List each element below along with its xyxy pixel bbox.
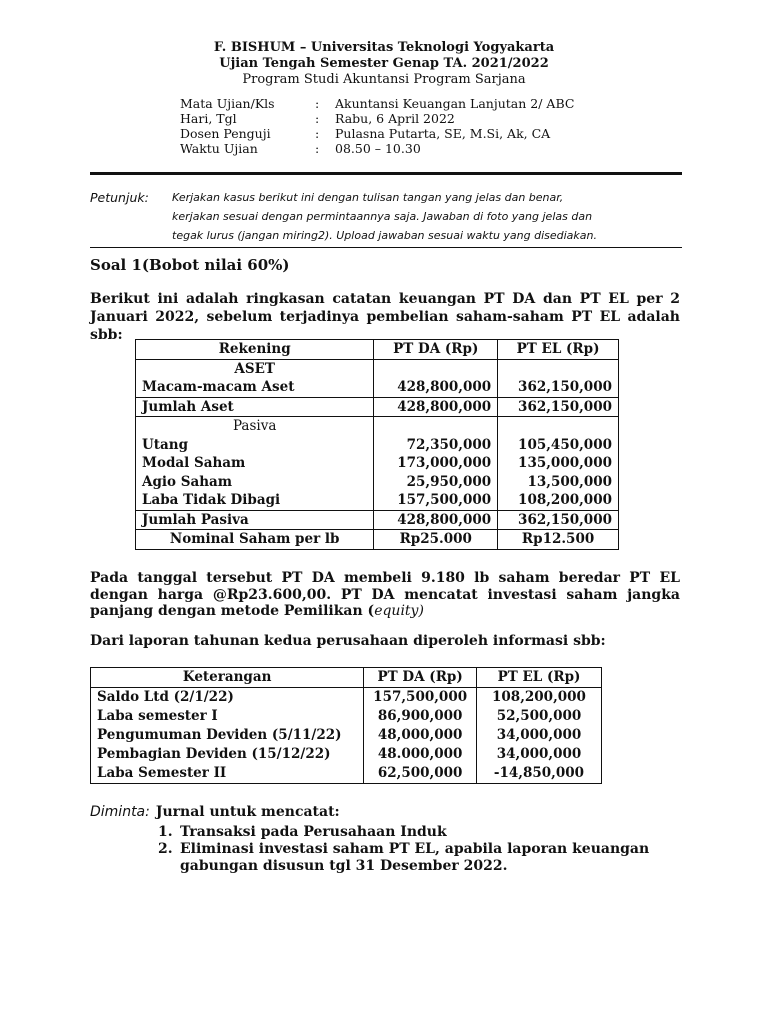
meta-colon: : xyxy=(315,111,320,126)
account-name: Modal Saham xyxy=(142,455,246,471)
table-row xyxy=(136,378,619,397)
header-cell: Rekening xyxy=(136,340,374,360)
meta-colon: : xyxy=(315,96,320,111)
description: Pengumuman Deviden (5/11/22) xyxy=(97,727,342,743)
account-name: Jumlah Pasiva xyxy=(136,510,374,530)
exam-meta xyxy=(180,96,574,156)
value-pt-da: 428,800,000 xyxy=(374,378,498,397)
meta-value: Rabu, 6 April 2022 xyxy=(335,111,455,126)
account-name: Jumlah Aset xyxy=(136,397,374,417)
table-row xyxy=(91,745,602,764)
account-name: Laba Tidak Dibagi xyxy=(142,492,281,508)
header-program: Program Studi Akuntansi Program Sarjana xyxy=(242,72,526,87)
meta-key: Waktu Ujian xyxy=(180,141,258,156)
table-row-total-pasiva xyxy=(136,510,619,530)
header-exam: Ujian Tengah Semester Genap TA. 2021/2022 xyxy=(219,56,549,71)
header-cell: PT EL (Rp) xyxy=(498,340,619,360)
header-cell: PT DA (Rp) xyxy=(374,340,498,360)
question-annual-info: Dari laporan tahunan kedua perusahaan diperoleh informasi sbb: xyxy=(90,633,606,649)
list-text: Transaksi pada Perusahaan Induk xyxy=(180,824,447,840)
meta-row xyxy=(180,141,574,156)
meta-colon: : xyxy=(315,126,320,141)
list-item xyxy=(158,824,683,841)
value-pt-da: 157,500,000 xyxy=(364,688,477,708)
value-pt-da: 72,350,000 xyxy=(374,436,498,455)
value-pt-el: 108,200,000 xyxy=(498,491,619,510)
value-pt-el: 105,450,000 xyxy=(498,436,619,455)
table-header-row xyxy=(91,668,602,688)
list-text: Eliminasi investasi saham PT EL, apabila laporan keuangan gabungan disusun tgl 31 Desember 2022. xyxy=(180,841,650,874)
meta-value: 08.50 – 10.30 xyxy=(335,141,421,156)
list-number: 1. xyxy=(158,824,173,840)
value-pt-el: -14,850,000 xyxy=(476,764,601,784)
value-pt-el: 34,000,000 xyxy=(476,726,601,745)
value-pt-el: 362,150,000 xyxy=(498,378,619,397)
instructions-line: tegak lurus (jangan miring2). Upload jawaban sesuai waktu yang disediakan. xyxy=(172,229,598,242)
value-pt-el: 34,000,000 xyxy=(476,745,601,764)
header-cell: PT DA (Rp) xyxy=(364,668,477,688)
table-row xyxy=(91,764,602,784)
table-row xyxy=(136,436,619,455)
account-name: Utang xyxy=(142,436,189,453)
value-pt-da: 428,800,000 xyxy=(374,397,498,417)
document-header xyxy=(0,40,768,88)
meta-key: Hari, Tgl xyxy=(180,111,237,126)
instructions-line: Kerjakan kasus berikut ini dengan tulisan tangan yang jelas dan benar, xyxy=(172,191,564,204)
table-row-total-aset xyxy=(136,397,619,417)
value-pt-el: 13,500,000 xyxy=(498,473,619,492)
header-cell: Keterangan xyxy=(91,668,364,688)
question-intro: Berikut ini adalah ringkasan catatan keuangan PT DA dan PT EL per 2 Januari 2022, sebelum terjadinya pembelian saham-saham PT EL adalah sbb: xyxy=(90,291,680,343)
list-number: 2. xyxy=(158,841,173,857)
balance-sheet-table xyxy=(135,339,619,550)
instructions xyxy=(90,188,680,245)
header-cell: PT EL (Rp) xyxy=(476,668,601,688)
account-name: Macam-macam Aset xyxy=(142,379,295,395)
section-label-pasiva: Pasiva xyxy=(136,417,374,436)
description: Pembagian Deviden (15/12/22) xyxy=(97,746,331,762)
meta-value: Akuntansi Keuangan Lanjutan 2/ ABC xyxy=(335,96,575,111)
list-item xyxy=(158,841,683,875)
task-text: Jurnal untuk mencatat: xyxy=(155,804,340,820)
value-pt-el: 108,200,000 xyxy=(476,688,601,708)
purchase-text-italic: equity xyxy=(374,603,419,619)
meta-row xyxy=(180,111,574,126)
section-label-aset: ASET xyxy=(234,360,275,377)
value-pt-el: 362,150,000 xyxy=(498,397,619,417)
value-pt-el: Rp12.500 xyxy=(498,530,619,550)
instructions-line: kerjakan sesuai dengan permintaannya saja. Jawaban di foto yang jelas dan xyxy=(172,210,593,223)
table-row xyxy=(136,473,619,492)
divider-thick xyxy=(90,172,682,175)
task-label: Diminta: xyxy=(90,804,150,820)
header-university: F. BISHUM – Universitas Teknologi Yogyakarta xyxy=(213,40,555,55)
task-list xyxy=(158,824,683,875)
question-title: Soal 1(Bobot nilai 60%) xyxy=(90,256,290,274)
value-pt-da: 173,000,000 xyxy=(374,454,498,473)
purchase-text-end: ) xyxy=(418,603,424,619)
table-row-nominal xyxy=(136,530,619,550)
meta-row xyxy=(180,96,574,111)
description: Laba semester I xyxy=(97,708,218,724)
table-row xyxy=(136,359,619,378)
instructions-label: Petunjuk: xyxy=(90,190,149,205)
value-pt-el: 135,000,000 xyxy=(498,454,619,473)
value-pt-da: 86,900,000 xyxy=(364,707,477,726)
description: Laba Semester II xyxy=(97,765,227,781)
table-row xyxy=(136,491,619,510)
meta-key: Mata Ujian/Kls xyxy=(180,96,275,111)
value-pt-da: 157,500,000 xyxy=(374,491,498,510)
table-row xyxy=(136,454,619,473)
table-row xyxy=(91,726,602,745)
value-pt-el: 362,150,000 xyxy=(498,510,619,530)
table-row xyxy=(136,417,619,436)
value-pt-da: 48.000,000 xyxy=(364,745,477,764)
account-name: Agio Saham xyxy=(142,473,233,490)
table-header-row xyxy=(136,340,619,360)
meta-colon: : xyxy=(315,141,320,156)
value-pt-da: 25,950,000 xyxy=(374,473,498,492)
value-pt-el: 52,500,000 xyxy=(476,707,601,726)
meta-value: Pulasna Putarta, SE, M.Si, Ak, CA xyxy=(335,126,551,141)
table-row xyxy=(91,707,602,726)
table-row xyxy=(91,688,602,708)
account-name: Nominal Saham per lb xyxy=(136,530,374,550)
value-pt-da: 48,000,000 xyxy=(364,726,477,745)
value-pt-da: Rp25.000 xyxy=(374,530,498,550)
divider-thin xyxy=(90,247,682,248)
annual-report-table xyxy=(90,667,602,784)
purchase-text: Pada tanggal tersebut PT DA membeli 9.180 lb saham beredar PT EL dengan harga @Rp23.600,00. PT DA mencatat investasi saham jangka panjang dengan metode Pemilikan ( xyxy=(90,570,680,619)
value-pt-da: 62,500,000 xyxy=(364,764,477,784)
meta-key: Dosen Penguji xyxy=(180,126,271,141)
description: Saldo Ltd (2/1/22) xyxy=(97,689,234,705)
task-requested xyxy=(90,804,340,820)
question-purchase-info xyxy=(90,570,680,620)
meta-row xyxy=(180,126,574,141)
value-pt-da: 428,800,000 xyxy=(374,510,498,530)
